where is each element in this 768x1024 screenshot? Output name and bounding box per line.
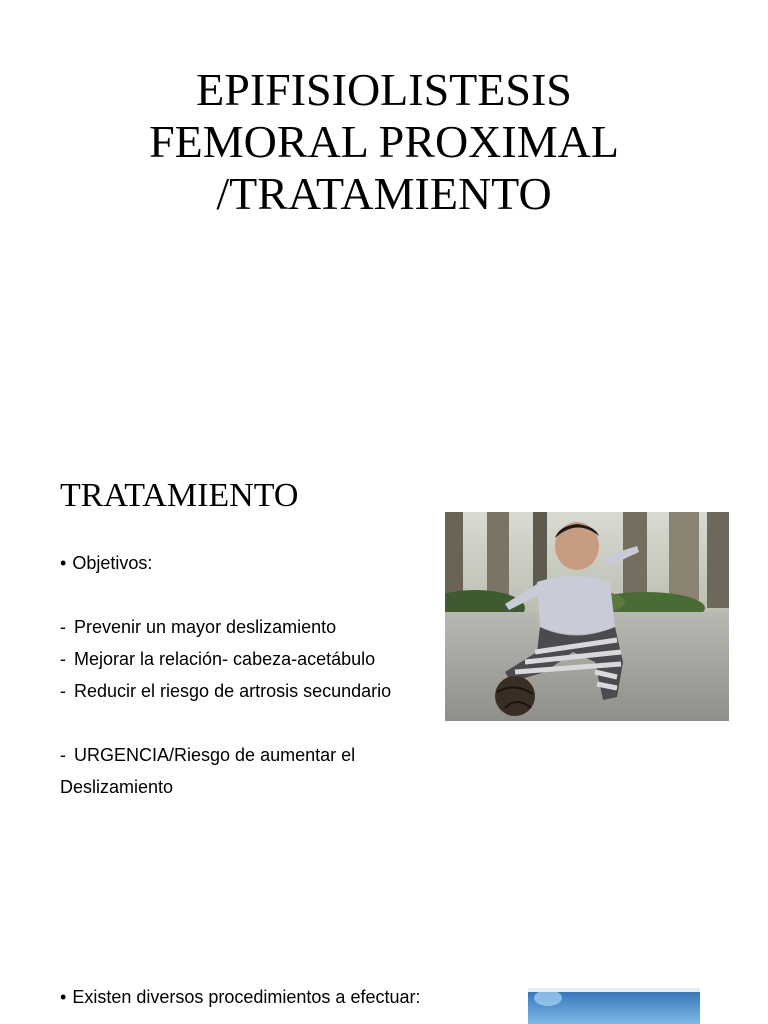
radiograph-photo xyxy=(528,988,700,1024)
slide-title-line-1: EPIFISIOLISTESIS xyxy=(196,64,572,115)
child-with-ball-photo xyxy=(445,512,729,721)
urgency-line-1: - URGENCIA/Riesgo de aumentar el xyxy=(60,743,355,767)
slide-title-line-2: FEMORAL PROXIMAL xyxy=(149,116,619,167)
slide-title xyxy=(0,64,768,220)
objectives-label: • Objetivos: xyxy=(60,551,152,575)
slide-title-line-3: /TRATAMIENTO xyxy=(216,168,552,219)
urgency-line-2: Deslizamiento xyxy=(60,777,174,797)
objective-item-2: - Mejorar la relación- cabeza-acetábulo xyxy=(60,647,375,671)
procedures-bullet: • Existen diversos procedimientos a efectuar: xyxy=(60,985,420,1009)
section-heading: TRATAMIENTO xyxy=(60,477,299,514)
objective-item-3: - Reducir el riesgo de artrosis secundario xyxy=(60,679,391,703)
objective-item-1: - Prevenir un mayor deslizamiento xyxy=(60,615,336,639)
